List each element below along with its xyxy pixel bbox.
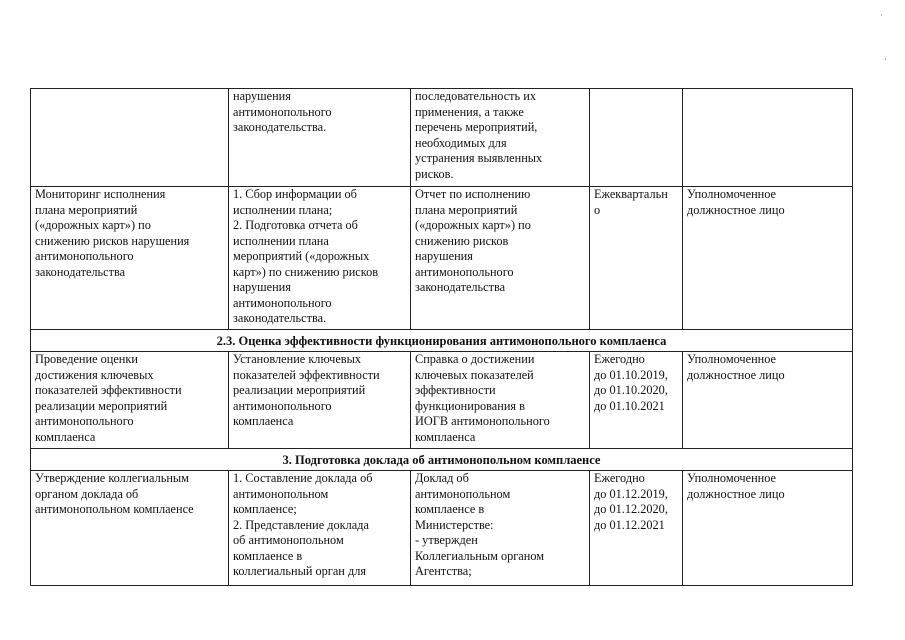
section-heading: 3. Подготовка доклада об антимонопольном комплаенсе [31,449,853,471]
table-cell-actions: 1. Составление доклада об антимонопольном комплаенсе; 2. Представление доклада об антимонопольном комплаенсе в коллегиальный орган для [229,471,411,586]
table-cell-result: последовательность их применения, а также перечень мероприятий, необходимых для устранения выявленных рисков. [411,89,590,187]
table-row [31,187,853,330]
table-cell-responsible: Уполномоченное должностное лицо [683,352,853,449]
table-cell-deadline: Ежегодно до 01.12.2019, до 01.12.2020, до 01.12.2021 [590,471,683,586]
table-cell-event: Проведение оценки достижения ключевых показателей эффективности реализации мероприятий антимонопольного комплаенса [31,352,229,449]
table-cell-deadline [590,89,683,187]
table-cell-responsible: Уполномоченное должностное лицо [683,187,853,330]
table-cell-responsible [683,89,853,187]
table-cell-event: Мониторинг исполнения плана мероприятий («дорожных карт») по снижению рисков нарушения антимонопольного законодательства [31,187,229,330]
compliance-plan-table [30,88,853,586]
section-heading-row [31,449,853,471]
table-row [31,471,853,586]
page-mark: · [880,10,883,20]
section-heading: 2.3. Оценка эффективности функционирования антимонопольного комплаенса [31,330,853,352]
table-cell-event: Утверждение коллегиальным органом доклада об антимонопольном комплаенсе [31,471,229,586]
table-cell-event [31,89,229,187]
page-mark: · [884,54,887,64]
section-heading-row [31,330,853,352]
table-cell-result: Доклад об антимонопольном комплаенсе в Министерстве: - утвержден Коллегиальным органом Агентства; [411,471,590,586]
table-cell-actions: нарушения антимонопольного законодательства. [229,89,411,187]
table-cell-actions: Установление ключевых показателей эффективности реализации мероприятий антимонопольного комплаенса [229,352,411,449]
table-cell-deadline: Ежегодно до 01.10.2019, до 01.10.2020, до 01.10.2021 [590,352,683,449]
table-cell-actions: 1. Сбор информации об исполнении плана; 2. Подготовка отчета об исполнении плана мероприятий («дорожных карт») по снижению рисков нарушения антимонопольного законодательства. [229,187,411,330]
table-cell-result: Справка о достижении ключевых показателей эффективности функционирования в ИОГВ антимонопольного комплаенса [411,352,590,449]
table-cell-deadline: Ежеквартальн о [590,187,683,330]
table-cell-result: Отчет по исполнению плана мероприятий («дорожных карт») по снижению рисков нарушения антимонопольного законодательства [411,187,590,330]
table-cell-responsible: Уполномоченное должностное лицо [683,471,853,586]
table-row [31,352,853,449]
table-row [31,89,853,187]
